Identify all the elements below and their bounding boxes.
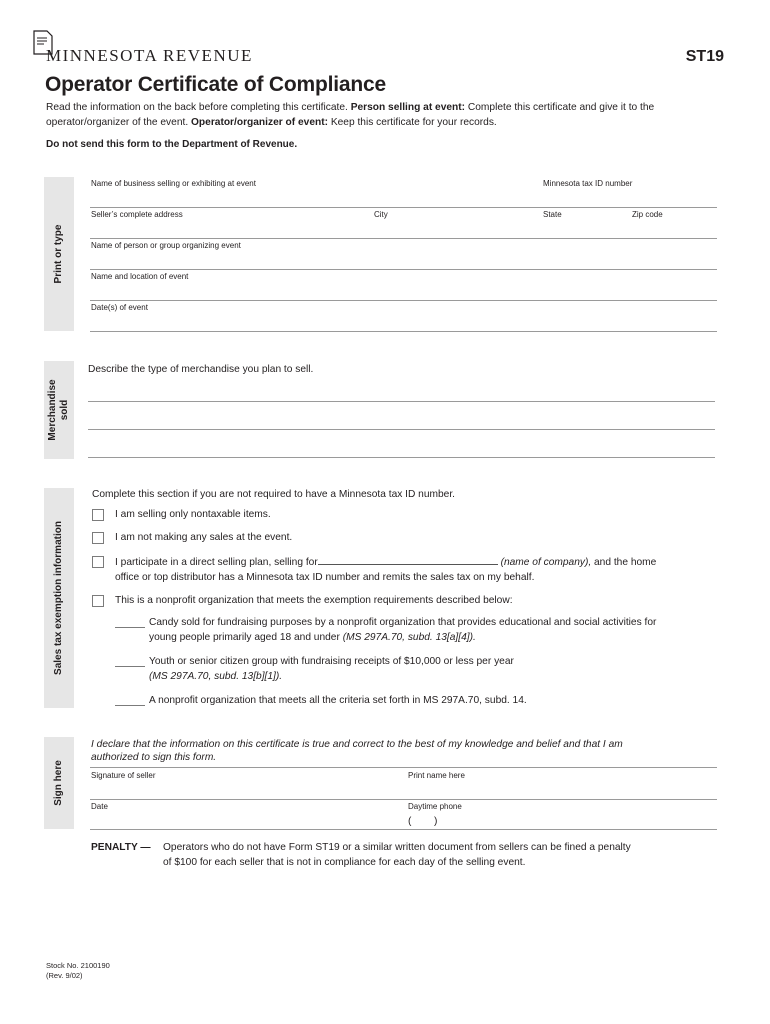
state-label: State bbox=[543, 210, 562, 219]
phone-label: Daytime phone bbox=[408, 802, 462, 811]
city-label: City bbox=[374, 210, 388, 219]
date-phone-field[interactable] bbox=[90, 829, 717, 830]
youth-text bbox=[149, 655, 719, 684]
intro-prefix: Read the information on the back before completing this certificate. bbox=[46, 102, 348, 113]
signature-label: Signature of seller bbox=[91, 771, 156, 780]
youth-line1: Youth or senior citizen group with fundraising receipts of $10,000 or less per year bbox=[149, 656, 514, 667]
exemption-tab bbox=[44, 488, 74, 708]
merchandise-line-2[interactable] bbox=[88, 429, 715, 430]
form-number: ST19 bbox=[685, 48, 724, 65]
penalty-label: PENALTY — bbox=[91, 842, 151, 853]
phone-parens: ( ) bbox=[408, 816, 438, 827]
direct-selling-italic: (name of company), bbox=[500, 557, 592, 568]
no-sales-checkbox[interactable] bbox=[92, 532, 104, 544]
direct-selling-suffix: and the home bbox=[594, 557, 657, 568]
intro-text bbox=[46, 100, 726, 130]
merchandise-tab bbox=[44, 361, 74, 459]
sign-here-label: Sign here bbox=[53, 760, 64, 806]
nontaxable-checkbox[interactable] bbox=[92, 509, 104, 521]
date-label: Date bbox=[91, 802, 108, 811]
declaration-line2: authorized to sign this form. bbox=[91, 752, 217, 763]
event-label: Name and location of event bbox=[91, 272, 189, 281]
merchandise-tab-label bbox=[47, 379, 71, 440]
do-not-send-notice: Do not send this form to the Department of Revenue. bbox=[46, 139, 298, 150]
criteria-check-line[interactable] bbox=[115, 705, 145, 706]
business-name-label: Name of business selling or exhibiting at event bbox=[91, 179, 256, 188]
direct-selling-label bbox=[115, 555, 715, 585]
agency-name: MINNESOTA REVENUE bbox=[46, 46, 253, 65]
merchandise-tab-line1: Merchandise bbox=[47, 379, 58, 441]
direct-selling-prefix: I participate in a direct selling plan, selling for bbox=[115, 557, 318, 568]
merchandise-line-1[interactable] bbox=[88, 401, 715, 402]
penalty-line2: of $100 for each seller that is not in compliance for each day of the selling event. bbox=[163, 856, 526, 868]
intro-middle: Complete this certificate and give it to the operator/organizer of the event. bbox=[46, 102, 655, 128]
organizer-field[interactable] bbox=[90, 269, 717, 270]
nonprofit-checkbox[interactable] bbox=[92, 595, 104, 607]
address-label: Seller’s complete address bbox=[91, 210, 183, 219]
tax-id-label: Minnesota tax ID number bbox=[543, 179, 633, 188]
intro-bold-seller: Person selling at event: bbox=[350, 102, 466, 113]
intro-bold-operator: Operator/organizer of event: bbox=[191, 117, 328, 128]
penalty-line1: Operators who do not have Form ST19 or a similar written document from sellers can be fined a penalty bbox=[163, 842, 631, 853]
event-field[interactable] bbox=[90, 300, 717, 301]
direct-selling-line2: office or top distributor has a Minnesota tax ID number and remits the sales tax on my behalf. bbox=[115, 571, 535, 583]
signature-field[interactable] bbox=[90, 799, 717, 800]
merchandise-tab-line2: sold bbox=[59, 399, 70, 421]
page-title: Operator Certificate of Compliance bbox=[45, 73, 386, 96]
merchandise-line-3[interactable] bbox=[88, 457, 715, 458]
stock-number: Stock No. 2100190 bbox=[46, 961, 110, 970]
print-name-label: Print name here bbox=[408, 771, 465, 780]
merchandise-prompt: Describe the type of merchandise you plan to sell. bbox=[88, 364, 314, 375]
print-or-type-tab bbox=[44, 177, 74, 331]
youth-check-line[interactable] bbox=[115, 666, 145, 667]
company-name-field[interactable] bbox=[318, 555, 498, 565]
business-name-field[interactable] bbox=[90, 207, 717, 208]
direct-selling-checkbox[interactable] bbox=[92, 556, 104, 568]
sign-here-tab bbox=[44, 737, 74, 829]
candy-text bbox=[149, 616, 719, 645]
declaration-text bbox=[91, 738, 721, 764]
exemption-intro: Complete this section if you are not required to have a Minnesota tax ID number. bbox=[92, 489, 455, 500]
candy-line2-citation: (MS 297A.70, subd. 13[a][4]). bbox=[342, 631, 476, 643]
nonprofit-label: This is a nonprofit organization that meets the exemption requirements described below: bbox=[115, 595, 513, 606]
youth-line2-citation: (MS 297A.70, subd. 13[b][1]). bbox=[149, 670, 283, 682]
declaration-line1: I declare that the information on this certificate is true and correct to the best of my knowledge and belief and that I am bbox=[91, 739, 623, 750]
zip-label: Zip code bbox=[632, 210, 663, 219]
nontaxable-label: I am selling only nontaxable items. bbox=[115, 509, 271, 520]
dates-field[interactable] bbox=[90, 331, 717, 332]
declaration-divider bbox=[90, 767, 717, 768]
print-or-type-label: Print or type bbox=[53, 224, 64, 284]
candy-line1: Candy sold for fundraising purposes by a nonprofit organization that provides educational and social activities for bbox=[149, 617, 657, 628]
address-field[interactable] bbox=[90, 238, 717, 239]
exemption-tab-label: Sales tax exemption information bbox=[53, 521, 64, 675]
no-sales-label: I am not making any sales at the event. bbox=[115, 532, 293, 543]
revision-date: (Rev. 9/02) bbox=[46, 971, 83, 980]
dates-label: Date(s) of event bbox=[91, 303, 148, 312]
candy-check-line[interactable] bbox=[115, 627, 145, 628]
organizer-label: Name of person or group organizing event bbox=[91, 241, 241, 250]
candy-line2-prefix: young people primarily aged 18 and under bbox=[149, 631, 340, 643]
penalty-text bbox=[163, 841, 723, 870]
criteria-text: A nonprofit organization that meets all the criteria set forth in MS 297A.70, subd. 14. bbox=[149, 695, 527, 706]
intro-suffix: Keep this certificate for your records. bbox=[330, 117, 497, 128]
